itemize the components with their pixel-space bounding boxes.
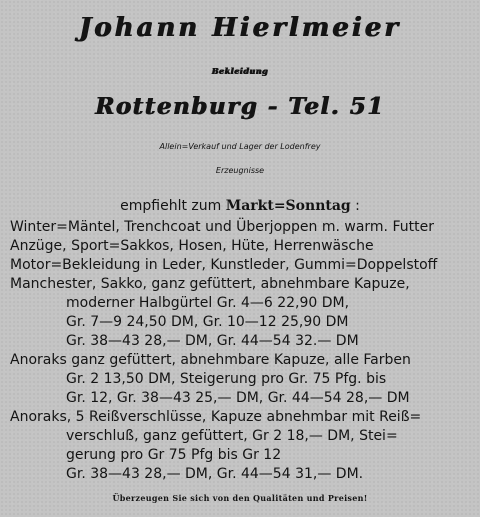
product-line-zipper-anoraks-2: verschluß, ganz gefüttert, Gr 2 18,— DM, Stei= (66, 428, 398, 444)
product-line-zipper-anoraks-4: Gr. 38—43 28,— DM, Gr. 44—54 31,— DM. (66, 466, 364, 482)
company-name: Johann Hierlmeier (79, 13, 401, 43)
product-line-manchester-price-3: Gr. 38—43 28,— DM, Gr. 44—54 32.— DM (66, 333, 359, 349)
product-line-manchester: Manchester, Sakko, ganz gefüttert, abnehmbare Kapuze, (10, 276, 410, 292)
recommends-prefix: empfiehlt zum (120, 198, 222, 214)
sole-sale-line-2: Erzeugnisse (215, 166, 265, 175)
product-line-suits: Anzüge, Sport=Sakkos, Hosen, Hüte, Herrenwäsche (10, 238, 374, 254)
product-line-manchester-price-2: Gr. 7—9 24,50 DM, Gr. 10—12 25,90 DM (66, 314, 349, 330)
city-phone-line: Rottenburg - Tel. 51 (95, 93, 385, 120)
product-line-zipper-anoraks-3: gerung pro Gr 75 Pfg bis Gr 12 (66, 447, 282, 463)
closing-slogan: Überzeugen Sie sich von den Qualitäten und Preisen! (112, 493, 368, 503)
product-line-anoraks-price-2: Gr. 12, Gr. 38—43 25,— DM, Gr. 44—54 28,— DM (66, 390, 410, 406)
market-sunday: Markt=Sonntag (225, 198, 351, 214)
product-line-anoraks-price-1: Gr. 2 13,50 DM, Steigerung pro Gr. 75 Pfg. bis (66, 371, 387, 387)
product-line-zipper-anoraks: Anoraks, 5 Reißverschlüsse, Kapuze abnehmbar mit Reiß= (10, 409, 422, 425)
sole-sale-line: Allein=Verkauf und Lager der Lodenfrey (159, 142, 321, 151)
recommends-suffix: : (355, 198, 360, 214)
product-line-coats: Winter=Mäntel, Trenchcoat und Überjoppen m. warm. Futter (10, 219, 434, 235)
recommends-line (0, 197, 480, 215)
product-line-anoraks: Anoraks ganz gefüttert, abnehmbare Kapuze, alle Farben (10, 352, 411, 368)
trade-label: Bekleidung (211, 66, 269, 76)
product-line-motor: Motor=Bekleidung in Leder, Kunstleder, Gummi=Doppelstoff (10, 257, 438, 273)
product-line-manchester-price-1: moderner Halbgürtel Gr. 4—6 22,90 DM, (66, 295, 350, 311)
